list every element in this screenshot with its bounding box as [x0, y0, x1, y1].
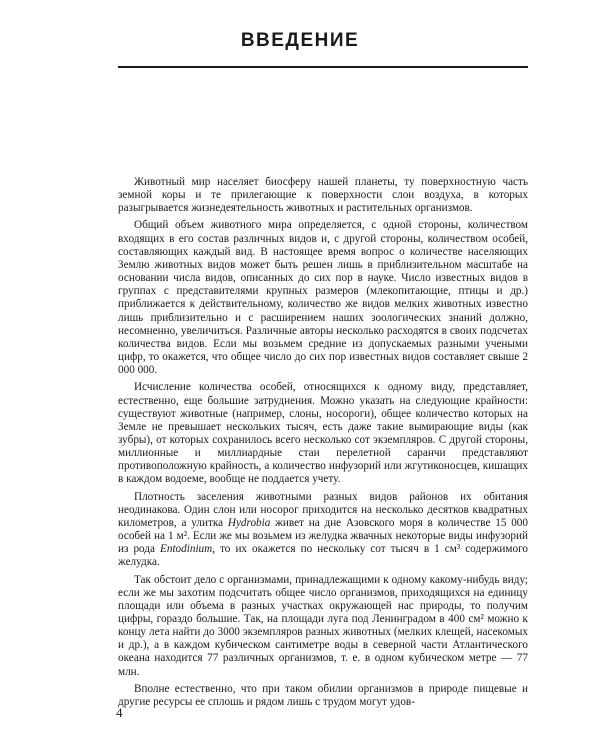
- paragraph-text: Общий объем животного мира определяется, с одной стороны, количеством входящих в его состав различных видов и, с другой стороны, количеством особей, составляющих каждый вид. В настоящее время вопрос о количестве населяющих Землю животных видов может быть решен лишь в приблизительном масштабе на основании числа видов, описанных до сих пор в науке. Число известных видов в группах с представителями крупных размеров (млекопитающие, птицы и др.) приближается к действительному, количество же видов мелких животных известно лишь приблизительно и с расширением наших зоологических знаний должно, несомненно, увеличиться. Различные авторы несколько расходятся в своих подсчетах количества видов. Если мы возьмем средние из допускаемых разными учеными цифр, то окажется, что общее число до сих пор известных видов составляет свыше 2 000 000.: [118, 219, 528, 377]
- chapter-heading: ВВЕДЕНИЕ: [240, 30, 360, 51]
- italic-term: Hydrobia: [227, 516, 271, 529]
- page-number: 4: [116, 705, 123, 720]
- heading-rule: [118, 66, 528, 68]
- body-paragraph: [118, 574, 528, 679]
- body-paragraph: [118, 491, 528, 570]
- paragraph-text: живет на дне Азовского моря в количестве 15 000 особей на 1 м². Если же мы возьмем из желудка жвачных некоторые виды инфузорий из рода: [118, 516, 528, 556]
- paragraph-text: Животный мир населяет биосферу нашей планеты, ту поверхностную часть земной коры и те прилегающие к поверхности слои воздуха, в которых разыгрывается жизнедеятельность животных и растительных организмов.: [118, 176, 528, 215]
- body-paragraph: [118, 381, 528, 486]
- paragraph-text: Плотность заселения животными разных видов районов их обитания неодинакова. Один слон или носорог приходится на несколько десятков квадратных километров, а улитка: [118, 490, 528, 529]
- paragraph-text: , то их окажется по нескольку сот тысяч в 1 см³ содержимого желудка.: [118, 543, 529, 569]
- paragraph-text: Вполне естественно, что при таком обилии организмов в природе пищевые и другие ресурсы ее сплошь и рядом лишь с трудом могут удов-: [118, 682, 528, 708]
- paragraph-text: Исчисление количества особей, относящихся к одному виду, представляет, естественно, еще большие затруднения. Можно указать на следующие крайности: существуют животные (например, слоны, носороги), общее количество которых на Земле не превышает нескольких тысяч, есть даже такие вымирающие виды (как зубры), от которых сохранилось всего несколько сот экземпляров. С другой стороны, миллионные и миллиардные стаи перелетной саранчи представляют противоположную крайность, а количество инфузорий или жгутиконосцев, кишащих в каждом водоеме, вообще не поддается учету.: [118, 381, 528, 486]
- body-paragraph: [118, 683, 528, 709]
- body-paragraph: [118, 219, 528, 377]
- body-paragraph: [118, 176, 528, 215]
- italic-term: Entodinium: [160, 543, 213, 556]
- paragraph-text: Так обстоит дело с организмами, принадлежащими к одному какому-нибудь виду; если же мы захотим подсчитать общее число организмов, приходящихся на единицу площади или объема в разных участках окружающей нас природы, то получим цифры, гораздо большие. Так, на площади луга под Ленинградом в 400 см² можно к концу лета найти до 3000 экземпляров разных животных (мелких клещей, насекомых и др.), а в каждом кубическом сантиметре воды в северной части Атлантического океана находится 77 различных организмов, т. е. в одном кубическом метре — 77 млн.: [118, 573, 528, 678]
- body-text: [118, 176, 528, 713]
